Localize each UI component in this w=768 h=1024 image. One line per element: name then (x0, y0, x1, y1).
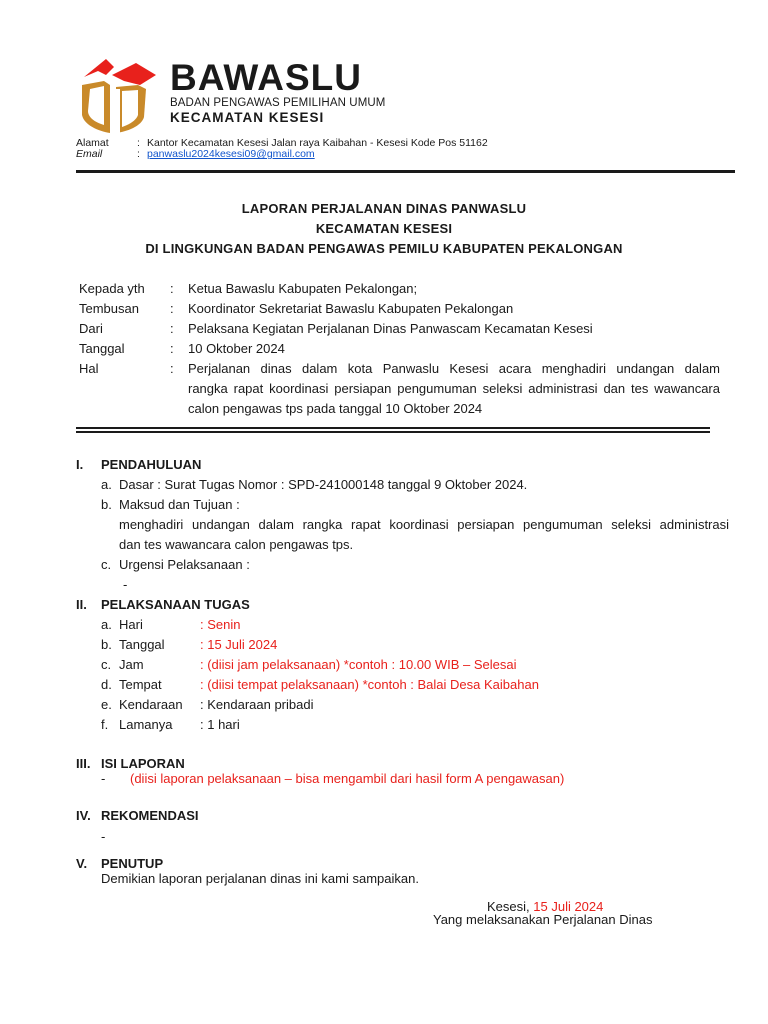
tembusan-value: Koordinator Sekretariat Bawaslu Kabupaten Pekalongan (188, 301, 514, 316)
s2-lamanya-value: : 1 hari (200, 717, 240, 732)
s2-kendaraan-value: : Kendaraan pribadi (200, 697, 314, 712)
org-subtitle: BADAN PENGAWAS PEMILIHAN UMUM (170, 97, 386, 109)
section-3-title: ISI LAPORAN (101, 756, 185, 771)
signature-role: Yang melaksanakan Perjalanan Dinas (433, 912, 653, 927)
email-colon: : (137, 148, 140, 160)
email-link[interactable]: panwaslu2024kesesi09@gmail.com (147, 148, 315, 160)
tanggal-colon: : (170, 341, 174, 356)
report-title: LAPORAN PERJALANAN DINAS PANWASLU (241, 201, 527, 216)
s2-row-marker: a. (101, 617, 112, 632)
s2-row-marker: b. (101, 637, 112, 652)
s3-dash: - (101, 771, 106, 786)
address-divider-top (76, 427, 710, 429)
header-divider (76, 170, 735, 173)
address-value: Kantor Kecamatan Kesesi Jalan raya Kaibahan - Kesesi Kode Pos 51162 (147, 137, 488, 149)
bawaslu-logo (76, 55, 160, 139)
s1-urgensi: Urgensi Pelaksanaan : (119, 557, 250, 572)
s2-tempat-value: : (diisi tempat pelaksanaan) *contoh : Balai Desa Kaibahan (200, 677, 539, 692)
dari-value: Pelaksana Kegiatan Perjalanan Dinas Panwascam Kecamatan Kesesi (188, 321, 593, 336)
kepada-colon: : (170, 281, 174, 296)
s2-hari-value: : Senin (200, 617, 241, 632)
org-name: BAWASLU (170, 57, 362, 98)
s1-urgensi-dash: - (123, 577, 128, 592)
s3-placeholder: (diisi laporan pelaksanaan – bisa mengambil dari hasil form A pengawasan) (130, 771, 565, 786)
section-1-title: PENDAHULUAN (101, 457, 202, 472)
s1-a-marker: a. (101, 477, 112, 492)
address-divider-bottom (76, 431, 710, 433)
s2-row-label: Hari (119, 617, 143, 632)
section-5-number: V. (76, 856, 88, 871)
s2-row-marker: c. (101, 657, 112, 672)
signature-place: Kesesi, (487, 899, 530, 914)
kepada-label: Kepada yth (79, 281, 145, 296)
s1-b-marker: b. (101, 497, 112, 512)
s1-c-marker: c. (101, 557, 112, 572)
s2-row-marker: e. (101, 697, 112, 712)
section-4-number: IV. (76, 808, 91, 823)
section-4-title: REKOMENDASI (101, 808, 199, 823)
s1-dasar: Dasar : Surat Tugas Nomor : SPD-241000148 tanggal 9 Oktober 2024. (119, 477, 528, 492)
tembusan-label: Tembusan (79, 301, 139, 316)
tembusan-colon: : (170, 301, 174, 316)
hal-colon: : (170, 361, 174, 376)
hal-line-2: rangka rapat koordinasi persiapan pengumuman seleksi administrasi dan tes wawancara (188, 381, 720, 396)
s1-maksud-body-2: dan tes wawancara calon pengawas tps. (119, 537, 354, 552)
email-label: Email (76, 148, 103, 160)
s2-row-label: Kendaraan (119, 697, 183, 712)
report-scope: DI LINGKUNGAN BADAN PENGAWAS PEMILU KABUPATEN PEKALONGAN (145, 241, 623, 256)
s2-row-label: Tanggal (119, 637, 165, 652)
address-colon: : (137, 137, 140, 149)
s5-closing: Demikian laporan perjalanan dinas ini kami sampaikan. (101, 871, 419, 886)
s2-row-label: Lamanya (119, 717, 173, 732)
section-5-title: PENUTUP (101, 856, 164, 871)
s1-maksud-body-1: menghadiri undangan dalam rangka rapat koordinasi persiapan pengumuman seleksi administrasi (119, 517, 729, 532)
address-label: Alamat (76, 137, 109, 149)
section-3-number: III. (76, 756, 91, 771)
section-2-number: II. (76, 597, 87, 612)
dari-label: Dari (79, 321, 103, 336)
s1-maksud: Maksud dan Tujuan : (119, 497, 240, 512)
tanggal-value: 10 Oktober 2024 (188, 341, 285, 356)
tanggal-label: Tanggal (79, 341, 125, 356)
dari-colon: : (170, 321, 174, 336)
hal-label: Hal (79, 361, 99, 376)
s2-row-marker: d. (101, 677, 112, 692)
section-1-number: I. (76, 457, 84, 472)
signature-date: 15 Juli 2024 (533, 899, 604, 914)
s2-row-label: Jam (119, 657, 144, 672)
hal-line-1: Perjalanan dinas dalam kota Panwaslu Kesesi acara menghadiri undangan dalam (188, 361, 720, 376)
org-unit: KECAMATAN KESESI (170, 110, 325, 125)
s2-row-marker: f. (101, 717, 109, 732)
s4-dash: - (101, 829, 106, 844)
s2-tanggal-value: : 15 Juli 2024 (200, 637, 278, 652)
section-2-title: PELAKSANAAN TUGAS (101, 597, 250, 612)
hal-line-3: calon pengawas tps pada tanggal 10 Oktober 2024 (188, 401, 483, 416)
report-subtitle: KECAMATAN KESESI (315, 221, 453, 236)
s2-jam-value: : (diisi jam pelaksanaan) *contoh : 10.00 WIB – Selesai (200, 657, 517, 672)
s2-row-label: Tempat (119, 677, 162, 692)
kepada-value: Ketua Bawaslu Kabupaten Pekalongan; (188, 281, 418, 296)
